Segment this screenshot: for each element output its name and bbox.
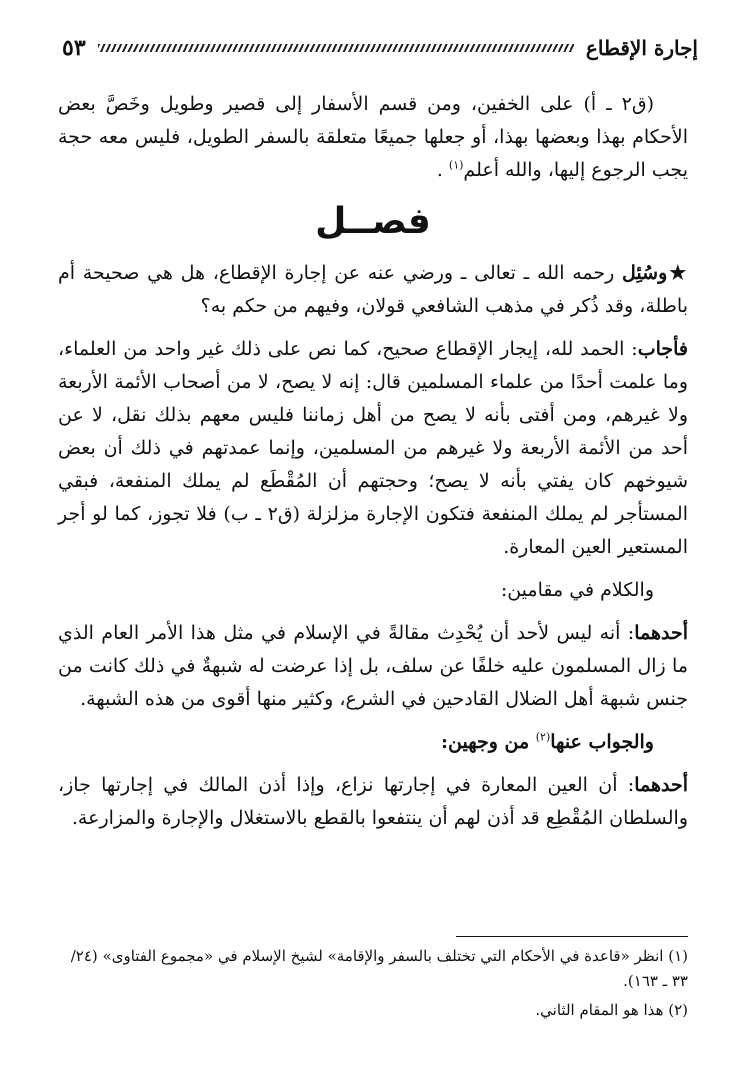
question-lead: وسُئِل	[622, 262, 668, 284]
paragraph-end: .	[436, 159, 449, 181]
footnotes	[58, 944, 688, 1027]
page-number: ٥٣	[62, 35, 86, 61]
reply-one-lead: أحدهما	[634, 774, 688, 796]
footnote-1: (١) انظر «قاعدة في الأحكام التي تختلف بالسفر والإقامة» لشيخ الإسلام في «مجموع الفتاوى» (٢٤/ ٣٣ ـ ١٦٣).	[70, 947, 688, 990]
running-title: إجارة الإقطاع	[585, 36, 698, 60]
two-points-paragraph: والكلام في مقامين:	[500, 579, 654, 601]
footnote-2: (٢) هذا هو المقام الثاني.	[535, 1001, 688, 1019]
footnote-ref-2: (٢)	[535, 730, 551, 744]
reply-one-paragraph	[58, 769, 688, 835]
answer-paragraph	[58, 333, 688, 564]
first-point-lead: أحدهما	[634, 622, 688, 644]
footnote-separator	[456, 936, 688, 937]
main-text	[58, 88, 688, 845]
footnote-ref-1: (١)	[448, 158, 464, 172]
paragraph-continuation	[58, 88, 688, 187]
reply-one-text: : أن العين المعارة في إجارتها نزاع، وإذا أذن المالك في إجارتها جاز، والسلطان المُقْطِع قد أذن لهم أن ينتفعوا بالقطع بالاستغلال والإجارة والمزارعة.	[58, 774, 688, 829]
section-title: فصــل	[315, 201, 431, 242]
question-text: رحمه الله ـ تعالى ـ ورضي عنه عن إجارة الإقطاع، هل هي صحيحة أم باطلة، وقد ذُكر في مذهب الشافعي قولان، وفيهم من حكم به؟	[58, 262, 688, 317]
page-header	[62, 30, 698, 66]
reply-paragraph	[58, 726, 688, 759]
reply-lead: والجواب عنها	[550, 731, 654, 753]
answer-text: : الحمد لله، إيجار الإقطاع صحيح، كما نص على ذلك غير واحد من العلماء، وما علمت أحدًا من علماء المسلمين قال: إنه لا يصح، لا من أصحاب الأئمة الأربعة ولا غيرهم، ومن أفتى بأنه لا يصح من أهل زماننا فليس معهم بذلك نقل، لا عن أحد من الأئمة الأربعة ولا غيرهم من المسلمين، وإنما عمدتهم في ذلك أن بعض شيوخهم كان يفتي بأنه لا يصح؛ وحجتهم أن المُقْطَع لم يملك المنفعة، فبقي المستأجر لم يملك المنفعة فتكون الإجارة مزلزلة (ق٢ ـ ب) فلا تجوز، كما لو أجر المستعير العين المعارة.	[58, 338, 688, 558]
answer-lead: فأجاب	[637, 338, 688, 360]
question-paragraph	[58, 257, 688, 323]
paragraph-text: (ق٢ ـ أ) على الخفين، ومن قسم الأسفار إلى قصير وطويل وخَصَّ بعض الأحكام بهذا وبعضها بهذا، أو جعلها جميعًا متعلقة بالسفر الطويل، فليس معه حجة يجب الرجوع إليها، والله أعلم	[58, 93, 688, 181]
star-mark: ★	[669, 262, 688, 284]
first-point-text: : أنه ليس لأحد أن يُحْدِث مقالةً في الإسلام في مثل هذا الأمر العام الذي ما زال المسلمون عليه خلفًا عن سلف، بل إذا عرضت له شبهةٌ في ذلك كانت من جنس شبهة أهل الضلال القادحين في الشرع، وكثير منها أقوى من هذه الشبهة.	[58, 622, 688, 710]
header-rule-ornament	[98, 44, 574, 52]
first-point-paragraph	[58, 617, 688, 716]
reply-text: من وجهين:	[440, 731, 536, 753]
